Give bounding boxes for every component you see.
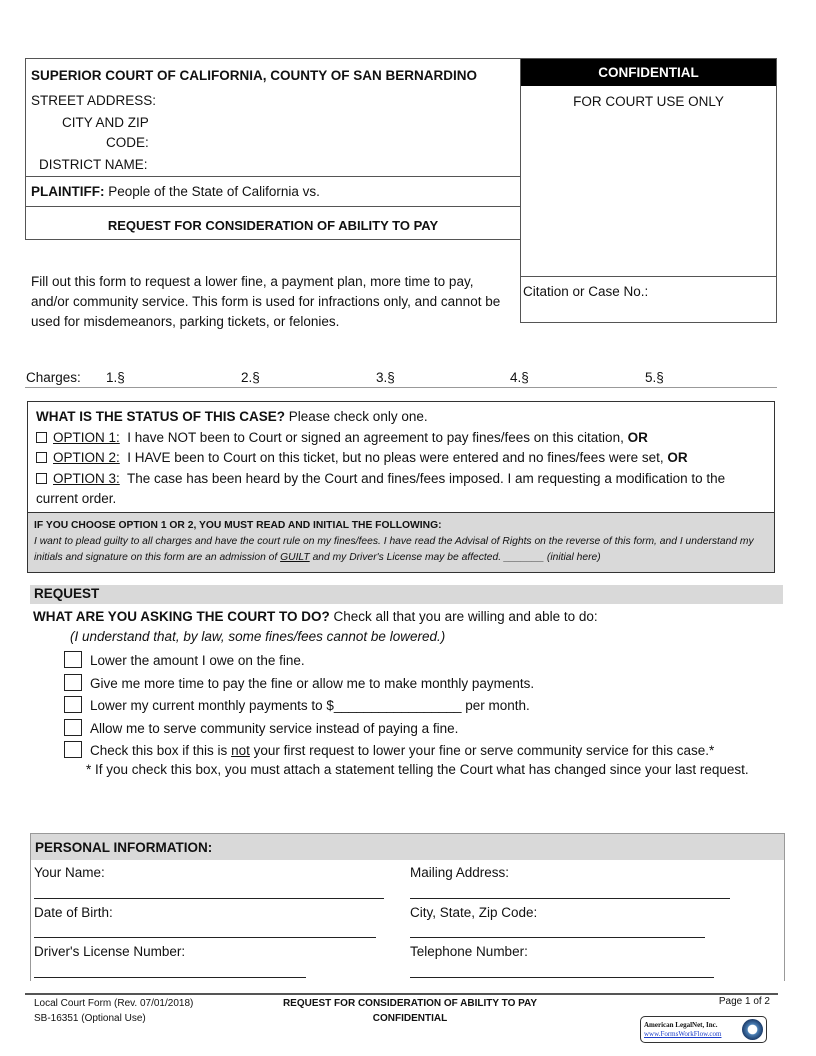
mailing-input[interactable] (410, 898, 730, 899)
guilty-plea-notice (28, 512, 774, 572)
lower-fine-label: Lower the amount I owe on the fine. (90, 653, 305, 668)
city-zip-label-2: CODE: (106, 135, 149, 150)
lower-payments-label: Lower my current monthly payments to $_________________ per month. (90, 698, 530, 714)
option-2-checkbox[interactable] (36, 452, 47, 463)
footer-divider (25, 993, 778, 995)
request-options (64, 650, 714, 763)
name-label: Your Name: (34, 865, 105, 880)
court-name: SUPERIOR COURT OF CALIFORNIA, COUNTY OF SAN BERNARDINO (31, 68, 478, 83)
request-lower-fine[interactable] (64, 650, 714, 673)
request-more-time[interactable] (64, 673, 714, 696)
page-number: Page 1 of 2 (718, 996, 770, 1007)
charges-label: Charges: (26, 370, 81, 385)
not-first-label-pre: Check this box if this is (90, 743, 228, 759)
logo-name: American LegalNet, Inc. (644, 1021, 718, 1029)
globe-icon (742, 1019, 763, 1040)
request-instruction: Check all that you are willing and able to do: (333, 609, 598, 624)
option-1-text: I have NOT been to Court or signed an agreement to pay fines/fees on this citation, (127, 429, 624, 445)
street-address-label: STREET ADDRESS: (31, 93, 157, 108)
option-1-label: OPTION 1: (53, 429, 120, 445)
phone-label: Telephone Number: (410, 944, 528, 959)
initial-field[interactable]: and my Driver's License may be affected. _______ (312, 552, 545, 563)
dob-input[interactable] (34, 937, 376, 938)
charge-1[interactable]: 1.§ (106, 370, 125, 385)
notice-title: IF YOU CHOOSE OPTION 1 OR 2, YOU MUST READ AND INITIAL THE FOLLOWING: (34, 520, 442, 531)
request-note: (I understand that, by law, some fines/fees cannot be lowered.) (70, 629, 446, 644)
personal-info-section (30, 833, 785, 981)
lower-fine-checkbox[interactable] (64, 651, 82, 668)
personal-info-header: PERSONAL INFORMATION: (31, 834, 784, 860)
status-question: WHAT IS THE STATUS OF THIS CASE? (36, 409, 285, 424)
option-3-text: The case has been heard by the Court and fines/fees imposed. I am requesting a modification to the current order. (36, 470, 726, 506)
request-footnote: * If you check this box, you must attach a statement telling the Court what has changed since your last request. (86, 762, 749, 777)
logo-url[interactable]: www.FormsWorkFlow.com (644, 1030, 722, 1038)
plaintiff-label: PLAINTIFF: (31, 184, 105, 199)
option-3-checkbox[interactable] (36, 473, 47, 484)
status-instruction: Please check only one. (288, 409, 428, 424)
option-2-label: OPTION 2: (53, 450, 120, 465)
footer-confidential: CONFIDENTIAL (372, 1013, 448, 1024)
option-2[interactable] (28, 448, 774, 469)
license-input[interactable] (34, 977, 306, 978)
option-3-label: OPTION 3: (53, 470, 120, 486)
notice-text: I want to plead guilty to all charges and have the court rule on my fines/fees. I have read the Advisal of Rights on the reverse of this form, and I understand my initials and signature on this form are an admission of (34, 536, 754, 563)
legalnet-logo (640, 1016, 767, 1043)
name-input[interactable] (34, 898, 384, 899)
court-use-box (520, 58, 777, 323)
phone-input[interactable] (410, 977, 714, 978)
option-2-or: OR (667, 450, 688, 465)
community-service-checkbox[interactable] (64, 719, 82, 736)
option-1-checkbox[interactable] (36, 432, 47, 443)
option-1[interactable] (28, 428, 774, 449)
initial-label: (initial here) (546, 552, 601, 563)
request-community-service[interactable] (64, 718, 714, 741)
case-number-field[interactable] (521, 276, 776, 306)
city-label: City, State, Zip Code: (410, 905, 538, 920)
footer-title: REQUEST FOR CONSIDERATION OF ABILITY TO PAY (282, 998, 538, 1009)
option-1-or: OR (627, 429, 648, 445)
community-service-label: Allow me to serve community service instead of paying a fine. (90, 720, 459, 736)
district-name-label: DISTRICT NAME: (39, 157, 148, 172)
request-lower-payments[interactable] (64, 695, 714, 718)
not-first-label-not: not (231, 743, 250, 759)
lower-payments-checkbox[interactable] (64, 696, 82, 713)
mailing-label: Mailing Address: (410, 865, 510, 880)
option-2-text: I HAVE been to Court on this ticket, but no pleas were entered and no fines/fees were set, (127, 450, 664, 465)
not-first-label-post: your first request to lower your fine or serve community service for this case.* (253, 743, 715, 759)
request-header: REQUEST (30, 585, 783, 604)
form-number: SB-16351 (Optional Use) (34, 1013, 146, 1024)
city-input[interactable] (410, 937, 705, 938)
footer-left (34, 996, 193, 1026)
city-zip-label: CITY AND ZIP (62, 115, 149, 130)
more-time-checkbox[interactable] (64, 674, 82, 691)
more-time-label: Give me more time to pay the fine or allow me to make monthly payments. (90, 675, 535, 691)
intro-text: Fill out this form to request a lower fine, a payment plan, more time to pay, and/or community service. This form is used for infractions only, and cannot be used for misdemeanors, parking tickets, or felonies. (31, 274, 501, 329)
caption-box (25, 58, 521, 240)
not-first-checkbox[interactable] (64, 741, 82, 758)
court-use-label: FOR COURT USE ONLY (573, 94, 724, 109)
footer-center (250, 996, 570, 1026)
notice-guilt: GUILT (280, 552, 310, 563)
option-3[interactable] (28, 469, 774, 510)
case-status-section (27, 401, 775, 573)
confidential-header: CONFIDENTIAL (521, 59, 776, 86)
charge-3[interactable]: 3.§ (376, 370, 395, 385)
case-number-label: Citation or Case No.: (523, 284, 649, 299)
form-title: REQUEST FOR CONSIDERATION OF ABILITY TO PAY (26, 206, 520, 233)
charge-4[interactable]: 4.§ (510, 370, 529, 385)
plaintiff-value: People of the State of California vs. (108, 184, 320, 199)
charge-5[interactable]: 5.§ (645, 370, 664, 385)
license-label: Driver's License Number: (34, 944, 186, 959)
form-revision: Local Court Form (Rev. 07/01/2018) (34, 998, 194, 1009)
charge-2[interactable]: 2.§ (241, 370, 260, 385)
dob-label: Date of Birth: (34, 905, 113, 920)
request-question: WHAT ARE YOU ASKING THE COURT TO DO? (33, 609, 330, 624)
